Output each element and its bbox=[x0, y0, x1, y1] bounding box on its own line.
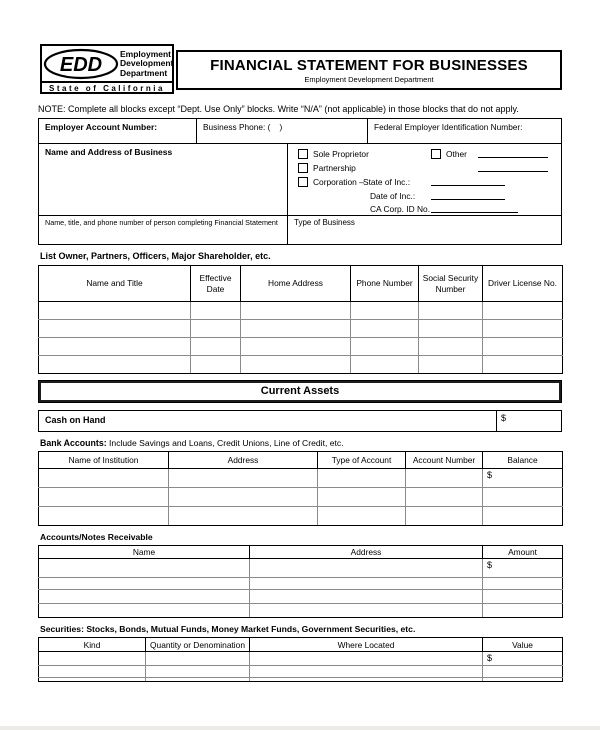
fill-cell[interactable] bbox=[146, 678, 250, 682]
table-row bbox=[39, 338, 563, 356]
receivable-header-row bbox=[39, 546, 563, 559]
sole-proprietor-checkbox[interactable] bbox=[298, 149, 308, 159]
bank-accounts-heading-rest: Include Savings and Loans, Credit Unions, Line of Credit, etc. bbox=[106, 438, 344, 448]
fill-cell[interactable] bbox=[39, 469, 169, 488]
col-header: Home Address bbox=[241, 266, 351, 302]
fill-cell[interactable] bbox=[351, 338, 419, 356]
fill-cell[interactable] bbox=[39, 302, 191, 320]
col-header: Quantity or Denomination bbox=[146, 638, 250, 652]
fill-cell[interactable] bbox=[241, 302, 351, 320]
fill-cell[interactable] bbox=[39, 678, 146, 682]
fill-cell[interactable] bbox=[250, 604, 483, 618]
fill-cell[interactable] bbox=[250, 652, 483, 666]
col-header: Name of Institution bbox=[39, 452, 169, 469]
fill-cell[interactable] bbox=[39, 578, 250, 590]
table-row bbox=[39, 356, 563, 374]
owners-header-row bbox=[39, 266, 563, 302]
fill-cell[interactable] bbox=[483, 590, 563, 604]
dollar-cell[interactable]: $ bbox=[483, 652, 563, 666]
partnership-label: Partnership bbox=[313, 163, 356, 173]
dollar-cell[interactable]: $ bbox=[483, 559, 563, 578]
name-address-of-business-field[interactable]: Name and Address of Business bbox=[39, 144, 288, 215]
fill-cell[interactable] bbox=[39, 559, 250, 578]
fill-cell[interactable] bbox=[419, 302, 483, 320]
fill-cell[interactable] bbox=[250, 559, 483, 578]
ca-corp-id-label: CA Corp. ID No. bbox=[370, 204, 431, 214]
note-line: NOTE: Complete all blocks except “Dept. Use Only” blocks. Write “N/A” (not applicable) in those blocks that do not apply. bbox=[38, 104, 519, 114]
table-row bbox=[39, 302, 563, 320]
fill-cell[interactable] bbox=[419, 338, 483, 356]
fill-cell[interactable] bbox=[39, 488, 169, 507]
business-row bbox=[39, 144, 561, 216]
fill-cell[interactable] bbox=[146, 666, 250, 678]
fill-cell[interactable] bbox=[39, 356, 191, 374]
fill-cell[interactable] bbox=[419, 320, 483, 338]
other-fill-line[interactable] bbox=[478, 157, 548, 158]
bank-accounts-heading bbox=[40, 438, 562, 448]
fill-cell[interactable] bbox=[39, 652, 146, 666]
form-content bbox=[38, 104, 562, 682]
state-of-inc-fill-line[interactable] bbox=[431, 185, 505, 186]
col-header: Address bbox=[169, 452, 318, 469]
col-header: Phone Number bbox=[351, 266, 419, 302]
fill-cell[interactable] bbox=[406, 507, 483, 526]
securities-heading: Securities: Stocks, Bonds, Mutual Funds, Money Market Funds, Government Securities, etc. bbox=[40, 624, 416, 635]
fill-cell[interactable] bbox=[241, 356, 351, 374]
account-row bbox=[39, 119, 561, 144]
securities-header-row bbox=[39, 638, 563, 652]
fill-cell[interactable] bbox=[191, 356, 241, 374]
table-row bbox=[39, 678, 563, 682]
fill-cell[interactable] bbox=[241, 320, 351, 338]
table-row bbox=[39, 578, 563, 590]
fill-cell[interactable] bbox=[250, 678, 483, 682]
page-bottom-edge bbox=[0, 726, 600, 730]
edd-dept-line: Employment bbox=[120, 48, 172, 59]
sole-proprietor-label: Sole Proprietor bbox=[313, 149, 369, 159]
col-header: Amount bbox=[483, 546, 563, 559]
col-header: Name bbox=[39, 546, 250, 559]
edd-dept-line: Development bbox=[120, 58, 174, 69]
fill-cell[interactable] bbox=[483, 320, 563, 338]
business-phone-field[interactable]: Business Phone: ( ) bbox=[197, 119, 368, 143]
fill-cell[interactable] bbox=[191, 338, 241, 356]
edd-acronym: EDD bbox=[59, 54, 103, 76]
entity-line-5 bbox=[288, 203, 561, 216]
fill-cell[interactable] bbox=[483, 507, 563, 526]
col-header: Driver License No. bbox=[483, 266, 563, 302]
fill-cell[interactable] bbox=[250, 590, 483, 604]
col-header: Value bbox=[483, 638, 563, 652]
edd-dept-line: Department bbox=[120, 67, 168, 78]
other-label: Other bbox=[446, 149, 467, 159]
fill-cell[interactable] bbox=[483, 488, 563, 507]
table-row bbox=[39, 507, 563, 526]
owners-table bbox=[38, 265, 563, 374]
other-checkbox[interactable] bbox=[431, 149, 441, 159]
bank-accounts-heading-bold: Bank Accounts: bbox=[40, 438, 107, 448]
employer-account-number-field[interactable]: Employer Account Number: bbox=[39, 119, 197, 143]
entity-line-3 bbox=[288, 176, 561, 189]
entity-line-4 bbox=[288, 190, 561, 203]
partnership-checkbox[interactable] bbox=[298, 163, 308, 173]
entity-type-cell bbox=[288, 144, 561, 215]
identification-box bbox=[38, 118, 562, 245]
fill-cell[interactable] bbox=[169, 488, 318, 507]
col-header: Type of Account bbox=[318, 452, 406, 469]
fill-cell[interactable] bbox=[483, 578, 563, 590]
edd-logo-top bbox=[42, 46, 172, 81]
fill-cell[interactable] bbox=[191, 302, 241, 320]
fill-cell[interactable] bbox=[351, 356, 419, 374]
fill-cell[interactable] bbox=[241, 338, 351, 356]
table-row bbox=[39, 604, 563, 618]
fill-cell[interactable] bbox=[39, 590, 250, 604]
ca-corp-id-fill-line[interactable] bbox=[431, 212, 518, 213]
completer-field[interactable]: Name, title, and phone number of person completing Financial Statement bbox=[39, 216, 288, 244]
col-header: Account Number bbox=[406, 452, 483, 469]
table-row bbox=[39, 320, 563, 338]
table-row bbox=[39, 666, 563, 678]
fill-cell[interactable] bbox=[351, 320, 419, 338]
fill-cell[interactable] bbox=[483, 666, 563, 678]
other-fill-line-2[interactable] bbox=[478, 171, 548, 172]
cash-on-hand-amount-field[interactable]: $ bbox=[496, 411, 561, 431]
table-row bbox=[39, 559, 563, 578]
fill-cell[interactable] bbox=[250, 666, 483, 678]
fill-cell[interactable] bbox=[318, 507, 406, 526]
fill-cell[interactable] bbox=[318, 488, 406, 507]
date-of-inc-label: Date of Inc.: bbox=[370, 191, 416, 201]
table-row bbox=[39, 488, 563, 507]
securities-table bbox=[38, 637, 563, 682]
owners-heading: List Owner, Partners, Officers, Major Shareholder, etc. bbox=[40, 251, 271, 261]
date-of-inc-fill-line[interactable] bbox=[431, 199, 505, 200]
fill-cell[interactable] bbox=[483, 338, 563, 356]
fill-cell[interactable] bbox=[483, 678, 563, 682]
edd-oval-icon bbox=[43, 48, 119, 80]
form-header bbox=[40, 44, 562, 94]
title-box bbox=[176, 50, 562, 90]
table-row bbox=[39, 590, 563, 604]
edd-dept-name bbox=[120, 50, 173, 79]
fill-cell[interactable] bbox=[39, 507, 169, 526]
col-header: Social Security Number bbox=[419, 266, 483, 302]
table-row bbox=[39, 652, 563, 666]
col-header: Name and Title bbox=[39, 266, 191, 302]
receivable-heading: Accounts/Notes Receivable bbox=[40, 532, 153, 542]
fill-cell[interactable] bbox=[483, 302, 563, 320]
fill-cell[interactable] bbox=[483, 604, 563, 618]
fill-cell[interactable] bbox=[191, 320, 241, 338]
form-subtitle: Employment Development Department bbox=[304, 74, 434, 84]
entity-line-2 bbox=[288, 162, 561, 175]
fill-cell[interactable] bbox=[146, 652, 250, 666]
fill-cell[interactable] bbox=[419, 356, 483, 374]
table-row bbox=[39, 469, 563, 488]
fill-cell[interactable] bbox=[351, 302, 419, 320]
fill-cell[interactable] bbox=[318, 469, 406, 488]
fill-cell[interactable] bbox=[406, 469, 483, 488]
bank-header-row bbox=[39, 452, 563, 469]
cash-on-hand-label: Cash on Hand bbox=[45, 415, 106, 425]
fill-cell[interactable] bbox=[483, 356, 563, 374]
dollar-cell[interactable]: $ bbox=[483, 469, 563, 488]
col-header: Where Located bbox=[250, 638, 483, 652]
fill-cell[interactable] bbox=[39, 320, 191, 338]
fill-cell[interactable] bbox=[250, 578, 483, 590]
fill-cell[interactable] bbox=[169, 507, 318, 526]
col-header: Kind bbox=[39, 638, 146, 652]
col-header: Effective Date bbox=[191, 266, 241, 302]
bank-accounts-table bbox=[38, 451, 563, 526]
col-header: Address bbox=[250, 546, 483, 559]
corporation-label: Corporation – bbox=[313, 177, 364, 187]
form-title: FINANCIAL STATEMENT FOR BUSINESSES bbox=[210, 56, 528, 74]
entity-line-1 bbox=[288, 148, 561, 161]
state-of-inc-label: State of Inc.: bbox=[363, 177, 411, 187]
fill-cell[interactable] bbox=[39, 666, 146, 678]
current-assets-banner: Current Assets bbox=[39, 381, 561, 402]
fill-cell[interactable] bbox=[169, 469, 318, 488]
federal-ein-field[interactable]: Federal Employer Identification Number: bbox=[374, 122, 523, 132]
fill-cell[interactable] bbox=[39, 338, 191, 356]
corporation-checkbox[interactable] bbox=[298, 177, 308, 187]
fill-cell[interactable] bbox=[406, 488, 483, 507]
fill-cell[interactable] bbox=[39, 604, 250, 618]
edd-logo bbox=[40, 44, 174, 94]
type-of-business-field[interactable]: Type of Business bbox=[294, 218, 355, 227]
cash-on-hand-row bbox=[38, 410, 562, 432]
state-of-california-label: State of California bbox=[42, 81, 172, 93]
col-header: Balance bbox=[483, 452, 563, 469]
completer-row bbox=[39, 216, 561, 244]
receivable-table bbox=[38, 545, 563, 618]
